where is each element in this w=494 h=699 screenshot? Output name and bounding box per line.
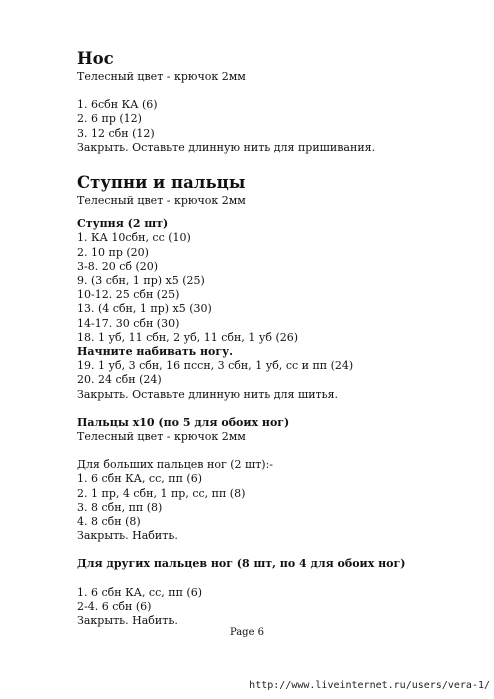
page-content (77, 48, 477, 628)
nose-line: 1. 6сбн КА (6) (77, 98, 158, 112)
foot-line: 1. КА 10сбн, сс (10) (77, 231, 191, 245)
foot-line: 3-8. 20 сб (20) (77, 259, 159, 273)
page-number: Page 6 (229, 627, 265, 638)
nose-subtitle: Телесный цвет - крючок 2мм (77, 70, 246, 83)
foot-line: 13. (4 сбн, 1 пр) x5 (30) (77, 302, 212, 316)
source-url-watermark: http://www.liveinternet.ru/users/vera-1/ (249, 680, 490, 691)
toes-subtitle: Телесный цвет - крючок 2мм (77, 430, 246, 444)
foot-line: 2. 10 пр (20) (77, 245, 149, 259)
foot-line: 20. 24 сбн (24) (77, 373, 162, 387)
other-toes-heading: Для других пальцев ног (8 шт, по 4 для обоих ног) (77, 557, 406, 571)
big-toe-line: 2. 1 пр, 4 сбн, 1 пр, сс, пп (8) (77, 486, 246, 500)
toes-heading: Пальцы x10 (по 5 для обоих ног) (77, 415, 290, 429)
big-toe-line: 4. 8 сбн (8) (77, 515, 141, 529)
foot-line: 9. (3 сбн, 1 пр) x5 (25) (77, 274, 205, 288)
big-toe-line: 1. 6 сбн КА, сс, пп (6) (77, 472, 202, 486)
nose-line: Закрыть. Оставьте длинную нить для пришивания. (77, 140, 376, 154)
foot-heading: Ступня (2 шт) (77, 217, 169, 231)
foot-line: 14-17. 30 сбн (30) (77, 316, 180, 330)
foot-line: 10-12. 25 сбн (25) (77, 288, 180, 302)
foot-line: 18. 1 уб, 11 сбн, 2 уб, 11 сбн, 1 уб (26) (77, 330, 299, 344)
nose-line: 3. 12 сбн (12) (77, 126, 155, 140)
feet-subtitle: Телесный цвет - крючок 2мм (77, 194, 246, 208)
feet-title: Ступни и пальцы (77, 173, 246, 193)
other-toe-line: Закрыть. Набить. (77, 614, 178, 628)
stuff-note: Начните набивать ногу. (77, 345, 233, 359)
foot-line: 19. 1 уб, 3 сбн, 16 пссн, 3 сбн, 1 уб, сс и пп (24) (77, 359, 354, 373)
big-toes-intro: Для больших пальцев ног (2 шт):- (77, 458, 274, 472)
big-toe-line: Закрыть. Набить. (77, 529, 178, 543)
nose-line: 2. 6 пр (12) (77, 112, 142, 126)
big-toe-line: 3. 8 сбн, пп (8) (77, 500, 163, 514)
other-toe-line: 2-4. 6 сбн (6) (77, 599, 152, 613)
nose-title: Нос (77, 49, 114, 68)
other-toe-line: 1. 6 сбн КА, сс, пп (6) (77, 585, 202, 599)
foot-line: Закрыть. Оставьте длинную нить для шитья. (77, 387, 339, 401)
